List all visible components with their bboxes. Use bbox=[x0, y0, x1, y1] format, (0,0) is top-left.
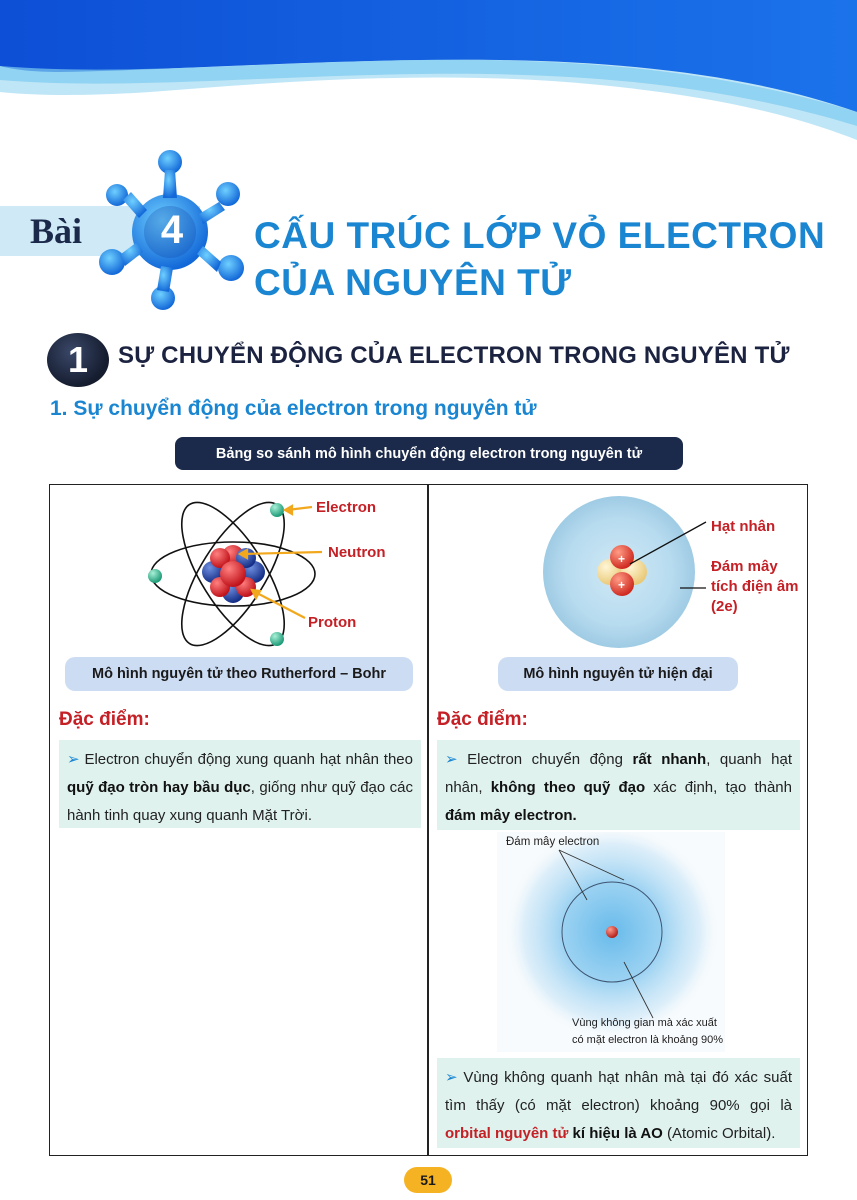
label-cloud-line3: (2e) bbox=[711, 598, 738, 615]
cloud-figure-top-label: Đám mây electron bbox=[506, 836, 600, 848]
right-feature1-text-1: Electron chuyển động bbox=[457, 751, 633, 768]
section-title: SỰ CHUYỂN ĐỘNG CỦA ELECTRON TRONG NGUYÊN TỬ bbox=[118, 342, 790, 369]
section-number: 1 bbox=[67, 339, 89, 380]
lesson-title-line2: CỦA NGUYÊN TỬ bbox=[254, 262, 572, 303]
right-feature2-text-2: (Atomic Orbital). bbox=[662, 1125, 776, 1142]
left-feature-text-1: Electron chuyển động xung quanh hạt nhân theo bbox=[79, 751, 413, 768]
lesson-title bbox=[254, 212, 825, 306]
modern-atom-diagram bbox=[540, 492, 710, 652]
right-feature1-text-2: , quanh hạt nhân, bbox=[445, 751, 792, 796]
bullet-arrow-icon: ➢ bbox=[445, 751, 458, 768]
cloud-figure-bottom-label bbox=[572, 1015, 723, 1049]
right-feature2-text-1: Vùng không quanh hạt nhân mà tại đó xác suất tìm thấy (có mặt electron) khoảng 90% gọi là bbox=[445, 1069, 792, 1114]
label-electron: Electron bbox=[316, 499, 377, 516]
cloud-figure-bottom-line2: có mặt electron là khoảng 90% bbox=[572, 1034, 724, 1046]
bullet-arrow-icon: ➢ bbox=[445, 1069, 458, 1086]
right-feature-heading: Đặc điểm: bbox=[437, 709, 528, 730]
right-feature-box-2 bbox=[437, 1058, 800, 1148]
left-feature-box bbox=[59, 740, 421, 828]
section-number-badge bbox=[47, 333, 109, 387]
label-electron-cloud bbox=[711, 557, 799, 617]
label-neutron: Neutron bbox=[328, 544, 386, 561]
right-feature1-bold-3: đám mây electron. bbox=[445, 807, 577, 824]
cloud-figure-bottom-line1: Vùng không gian mà xác xuất bbox=[572, 1017, 717, 1029]
page-number-badge: 51 bbox=[404, 1167, 452, 1193]
table-column-divider bbox=[427, 484, 429, 1156]
right-feature2-red: orbital nguyên tử bbox=[445, 1125, 569, 1142]
label-cloud-line2: tích điện âm bbox=[711, 578, 799, 595]
right-feature-box-1 bbox=[437, 740, 800, 830]
right-feature2-bold: kí hiệu là AO bbox=[568, 1125, 663, 1142]
top-wave-banner bbox=[0, 0, 857, 170]
proton-plus-sign-bottom: + bbox=[618, 578, 626, 592]
right-feature1-bold-1: rất nhanh bbox=[632, 751, 707, 768]
bullet-arrow-icon: ➢ bbox=[67, 751, 80, 768]
modern-model-caption: Mô hình nguyên tử hiện đại bbox=[498, 657, 738, 691]
label-nucleus: Hạt nhân bbox=[711, 518, 776, 535]
rutherford-model-caption: Mô hình nguyên tử theo Rutherford – Bohr bbox=[65, 657, 413, 691]
left-feature-bold-1: quỹ đạo tròn hay bầu dục bbox=[67, 779, 251, 796]
label-proton: Proton bbox=[308, 614, 357, 631]
right-feature1-bold-2: không theo quỹ đạo bbox=[490, 779, 646, 796]
left-feature-text-2: , giống như quỹ đạo các hành tinh quay xung quanh Mặt Trời. bbox=[67, 779, 413, 824]
lesson-number: 4 bbox=[160, 208, 184, 252]
subsection-title: 1. Sự chuyển động của electron trong nguyên tử bbox=[50, 397, 537, 420]
left-feature-heading: Đặc điểm: bbox=[59, 709, 150, 730]
label-cloud-line1: Đám mây bbox=[711, 558, 778, 575]
table-caption: Bảng so sánh mô hình chuyển động electron trong nguyên tử bbox=[175, 437, 683, 470]
lesson-title-line1: CẤU TRÚC LỚP VỎ ELECTRON bbox=[254, 215, 826, 256]
right-feature1-text-3: xác định, tạo thành bbox=[645, 779, 792, 796]
proton-plus-sign-top: + bbox=[618, 552, 626, 566]
lesson-label: Bài bbox=[30, 211, 83, 251]
rutherford-bohr-diagram bbox=[130, 492, 420, 652]
